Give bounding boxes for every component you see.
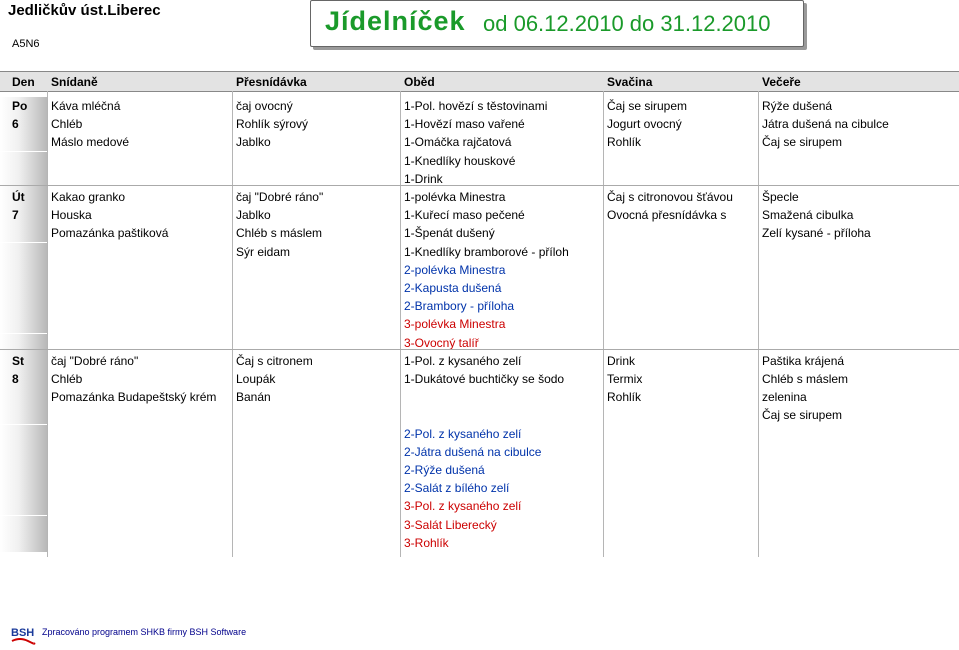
day-cell: Po (12, 99, 28, 113)
table-row (0, 243, 959, 261)
org-name: Jedličkův úst.Liberec (8, 2, 161, 19)
date-range: od 06.12.2010 do 31.12.2010 (483, 11, 771, 36)
breakfast-cell: Káva mléčná (51, 99, 121, 113)
snack2-cell: Ovocná přesnídávka s (607, 208, 727, 223)
table-row (0, 261, 959, 279)
table-row (0, 297, 959, 315)
lunch-cell: 1-Špenát dušený (404, 226, 495, 241)
table-row (0, 115, 959, 133)
day-divider (0, 349, 959, 350)
breakfast-cell: Chléb (51, 372, 83, 386)
col-header-day: Den (12, 75, 35, 89)
table-row (0, 479, 959, 497)
table-row (0, 206, 959, 224)
column-divider (232, 91, 233, 557)
table-row (0, 425, 959, 443)
lunch-cell: 1-Pol. z kysaného zelí (404, 353, 522, 368)
dinner-cell: Čaj se sirupem (762, 135, 843, 150)
breakfast-cell: Kakao granko (51, 190, 126, 204)
table-row (0, 315, 959, 333)
footer-credit: Zpracováno programem SHKB firmy BSH Software (42, 627, 247, 637)
table-row (0, 152, 959, 170)
dinner-cell: Zelí kysané - příloha (762, 226, 871, 241)
table-row (0, 461, 959, 479)
snack1-cell: Čaj s citronem (236, 353, 313, 368)
snack1-cell: Banán (236, 390, 271, 405)
snack1-cell: Loupák (236, 372, 276, 386)
lunch-cell: 3-Salát Liberecký (404, 517, 497, 532)
snack2-cell: Drink (607, 353, 636, 368)
snack2-cell: Čaj s citronovou šťávou (607, 190, 733, 204)
day-cell: St (12, 353, 24, 368)
table-row (0, 516, 959, 534)
menu-code: A5N6 (12, 38, 40, 50)
day-cell: Út (12, 190, 25, 204)
snack2-cell: Jogurt ovocný (607, 117, 682, 132)
breakfast-cell: čaj "Dobré ráno" (51, 353, 139, 368)
breakfast-cell: Máslo medové (51, 135, 130, 150)
day-divider (0, 185, 959, 186)
dinner-cell: Chléb s máslem (762, 372, 849, 386)
column-divider (47, 91, 48, 557)
table-row (0, 188, 959, 206)
snack1-cell: čaj ovocný (236, 99, 293, 113)
day-cell: 6 (12, 117, 19, 132)
lunch-cell: 1-Omáčka rajčatová (404, 135, 512, 150)
lunch-cell: 3-Pol. z kysaného zelí (404, 499, 522, 514)
dinner-cell: Játra dušená na cibulce (762, 117, 889, 132)
snack1-cell: Jablko (236, 135, 271, 150)
col-header-snack2: Svačina (607, 75, 653, 89)
snack1-cell: Jablko (236, 208, 271, 223)
lunch-cell: 1-polévka Minestra (404, 190, 506, 204)
table-row (0, 133, 959, 151)
breakfast-cell: Pomazánka Budapeštský krém (51, 390, 217, 405)
dinner-cell: Paštika krájená (762, 353, 845, 368)
table-row (0, 97, 959, 115)
table-row (0, 406, 959, 424)
dinner-cell: Čaj se sirupem (762, 408, 843, 423)
lunch-cell: 3-Rohlík (404, 535, 449, 550)
lunch-cell: 2-Brambory - příloha (404, 299, 515, 314)
lunch-cell: 2-Pol. z kysaného zelí (404, 426, 522, 441)
snack2-cell: Rohlík (607, 135, 642, 150)
lunch-cell: 1-Drink (404, 171, 443, 186)
table-header (0, 71, 959, 92)
lunch-cell: 2-Salát z bílého zelí (404, 481, 510, 496)
page-title: Jídelníček (325, 6, 466, 36)
svg-text:BSH: BSH (11, 627, 35, 639)
day-cell: 8 (12, 372, 19, 386)
day-cell: 7 (12, 208, 19, 223)
lunch-cell: 3-polévka Minestra (404, 317, 506, 332)
title-box (310, 0, 804, 47)
breakfast-cell: Houska (51, 208, 92, 223)
lunch-cell: 2-Kapusta dušená (404, 281, 502, 295)
table-row (0, 497, 959, 515)
lunch-cell: 1-Hovězí maso vařené (404, 117, 525, 132)
snack1-cell: čaj "Dobré ráno" (236, 190, 324, 204)
lunch-cell: 2-polévka Minestra (404, 262, 506, 277)
lunch-cell: 1-Knedlíky bramborové - příloh (404, 244, 569, 259)
lunch-cell: 2-Játra dušená na cibulce (404, 444, 542, 459)
snack2-cell: Čaj se sirupem (607, 99, 688, 113)
dinner-cell: Rýže dušená (762, 99, 833, 113)
col-header-breakfast: Snídaně (51, 75, 98, 89)
column-divider (758, 91, 759, 557)
dinner-cell: Smažená cibulka (762, 208, 854, 223)
snack2-cell: Termix (607, 372, 643, 386)
table-row (0, 534, 959, 552)
column-divider (400, 91, 401, 557)
lunch-cell: 2-Rýže dušená (404, 463, 485, 477)
dinner-cell: Špecle (762, 190, 799, 204)
bsh-logo (10, 625, 36, 647)
table-row (0, 388, 959, 406)
snack1-cell: Rohlík sýrový (236, 117, 309, 132)
snack2-cell: Rohlík (607, 390, 642, 405)
column-divider (603, 91, 604, 557)
col-header-snack1: Přesnídávka (236, 75, 307, 89)
table-row (0, 443, 959, 461)
breakfast-cell: Pomazánka paštiková (51, 226, 169, 241)
snack1-cell: Chléb s máslem (236, 226, 323, 241)
table-row (0, 279, 959, 297)
snack1-cell: Sýr eidam (236, 244, 291, 259)
table-row (0, 352, 959, 370)
col-header-dinner: Večeře (762, 75, 801, 89)
table-row (0, 224, 959, 242)
lunch-cell: 1-Kuřecí maso pečené (404, 208, 525, 223)
lunch-cell: 1-Pol. hovězí s těstovinami (404, 99, 548, 113)
col-header-lunch: Oběd (404, 75, 435, 89)
table-row (0, 370, 959, 388)
lunch-cell: 3-Ovocný talíř (404, 335, 479, 350)
lunch-cell: 1-Dukátové buchtičky se šodo (404, 372, 565, 386)
breakfast-cell: Chléb (51, 117, 83, 132)
dinner-cell: zelenina (762, 390, 807, 405)
lunch-cell: 1-Knedlíky houskové (404, 153, 516, 168)
